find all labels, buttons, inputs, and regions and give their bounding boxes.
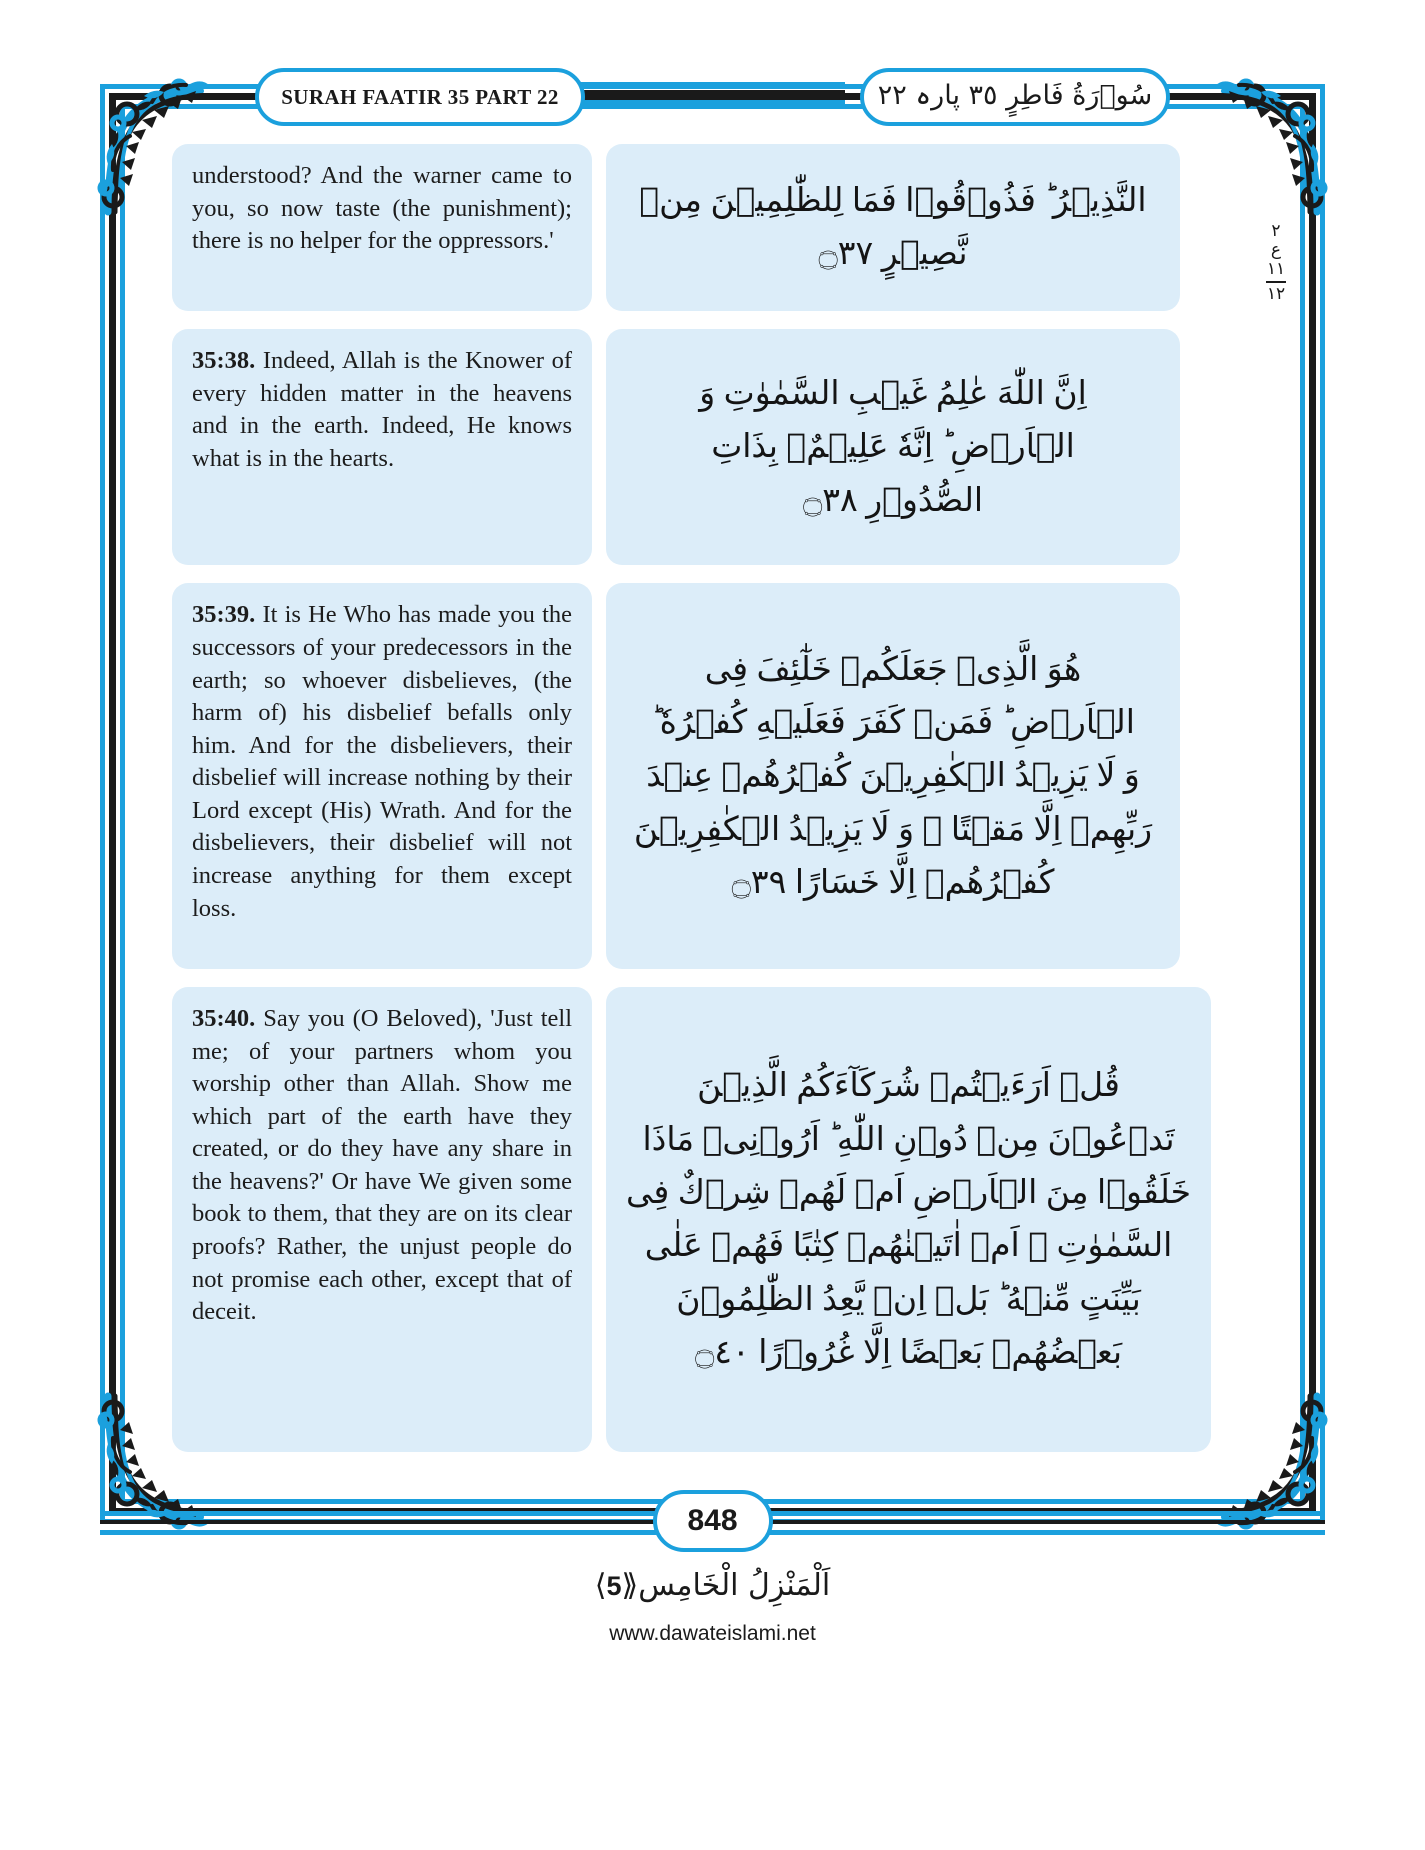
arabic-line: قُلۡ اَرَءَیۡتُمۡ شُرَكَآءَكُمُ الَّذِیۡنَ — [697, 1065, 1120, 1105]
arabic-line: كُفۡرُهُمۡ اِلَّا خَسَارًا ۝٣٩ — [731, 862, 1055, 902]
header-rule-blue-bottom — [580, 100, 845, 105]
ruku-mark-upper-number: ١١ — [1266, 259, 1286, 280]
website-url: www.dawateislami.net — [609, 1622, 816, 1645]
frame-line-left-outer — [100, 84, 105, 1524]
verse-row — [172, 144, 1180, 311]
english-translation-panel — [172, 583, 592, 969]
surah-title-english: SURAH FAATIR 35 PART 22 — [281, 84, 559, 109]
arabic-line: بَعۡضُهُمۡ بَعۡضًا اِلَّا غُرُوۡرًا ۝٤٠ — [694, 1332, 1123, 1372]
verse-number: 35:40. — [192, 1004, 256, 1032]
arabic-line: بَیِّنَتٍ مِّنۡهُ ؕ بَلۡ اِنۡ یَّعِدُ الظّٰلِمُوۡنَ — [676, 1278, 1141, 1318]
surah-title-arabic: سُوۡرَةُ فَاطِرٍ ٣٥ پارہ ٢٢ — [877, 79, 1153, 111]
english-translation-text: understood? And the warner came to you, so now taste (the punishment); there is no helper for the oppressors.' — [192, 162, 572, 255]
manzil-text: اَلْمَنْزِلُ الْخَامِس — [638, 1568, 831, 1603]
ruku-margin-mark — [1261, 222, 1291, 304]
english-translation-panel — [172, 144, 592, 311]
ruku-mark-divider — [1266, 281, 1286, 283]
arabic-line: الۡاَرۡضِ ؕ فَمَنۡ كَفَرَ فَعَلَیۡهِ كُفۡرُهٗ ؕ — [651, 702, 1135, 742]
frame-line-left-mid — [109, 93, 116, 1515]
ruku-mark-top: ٢ — [1271, 221, 1281, 241]
frame-line-left-inner — [120, 104, 125, 1504]
arabic-line: رَبِّهِمۡ اِلَّا مَقۡتًا ۚ وَ لَا یَزِیۡدُ الۡكٰفِرِیۡنَ — [633, 808, 1153, 848]
arabic-verse-panel — [606, 583, 1180, 969]
arabic-line: الصُّدُوۡرِ ۝٣٨ — [802, 479, 984, 519]
arabic-verse-panel — [606, 987, 1211, 1452]
page-footer — [100, 1490, 1325, 1560]
arabic-line: هُوَ الَّذِیۡ جَعَلَكُمۡ خَلٰٓئِفَ فِی — [704, 648, 1082, 688]
english-translation-panel — [172, 329, 592, 565]
frame-line-right-mid — [1309, 93, 1316, 1515]
arabic-verse-panel — [606, 144, 1180, 311]
page-number: 848 — [687, 1504, 738, 1537]
english-translation-text: Indeed, Allah is the Knower of every hidden matter in the heavens and in the earth. Indeed, He knows what is in the hearts. — [192, 346, 573, 472]
arabic-line: خَلَقُوۡا مِنَ الۡاَرۡضِ اَمۡ لَهُمۡ شِرۡكٌ فِی — [626, 1172, 1192, 1212]
verse-row — [172, 583, 1180, 969]
english-translation-text: It is He Who has made you the successors of your predecessors in the earth; so whoever disbelieves, (the harm of) his disbelief befalls only him. And for the disbelievers, their disbelief will increase nothing by their Lord except (His) Wrath. And for the disbelievers, their disbelief will not increase anything for them except loss. — [192, 601, 572, 922]
arabic-line: اِنَّ اللّٰهَ عٰلِمُ غَیۡبِ السَّمٰوٰتِ وَ — [699, 373, 1087, 412]
arabic-line: السَّمٰوٰتِ ۚ اَمۡ اٰتَیۡنٰهُمۡ كِتٰبًا فَهُمۡ عَلٰی — [644, 1225, 1173, 1265]
frame-line-right-inner — [1300, 104, 1305, 1504]
surah-title-capsule-arabic — [860, 68, 1170, 126]
surah-title-capsule — [255, 68, 585, 126]
arabic-line: الۡاَرۡضِ ؕ اِنَّهٗ عَلِیۡمٌۢ بِذَاتِ — [711, 426, 1075, 466]
header-rule-black — [580, 90, 845, 94]
verse-row — [172, 329, 1180, 565]
page-number-capsule — [653, 1490, 773, 1552]
ruku-mark-lower-number: ١٢ — [1266, 284, 1286, 305]
english-translation-panel — [172, 987, 592, 1452]
arabic-line: النَّذِیۡرُ ؕ فَذُوۡقُوۡا فَمَا لِلظّٰلِمِیۡنَ مِنۡ — [639, 180, 1147, 220]
verse-number: 35:39. — [192, 601, 256, 629]
arabic-line: تَدۡعُوۡنَ مِنۡ دُوۡنِ اللّٰهِ ؕ اَرُوۡنِیۡ مَاذَا — [642, 1118, 1175, 1158]
ruku-mark-symbol: ع — [1270, 240, 1282, 261]
verse-number: 35:38. — [192, 346, 256, 374]
arabic-line: وَ لَا یَزِیۡدُ الۡكٰفِرِیۡنَ كُفۡرُهُمۡ عِنۡدَ — [646, 755, 1140, 795]
arabic-line: نَّصِیۡرٍ ۝٣٧ — [818, 233, 968, 273]
manzil-label — [0, 1568, 1425, 1603]
manzil-number: 5 — [606, 1571, 622, 1601]
frame-line-right-outer — [1320, 84, 1325, 1524]
verse-content-area — [172, 144, 1192, 1452]
header-rule-blue-top — [580, 82, 845, 87]
english-translation-text: Say you (O Beloved), 'Just tell me; of your partners whom you worship other than Allah. Show me which part of the earth have they created, or do they have any share in the heavens?' Or have We given some book to them, that they are on its clear proofs? Rather, the unjust people do not promise each other, except that of deceit. — [192, 1004, 572, 1326]
manzil-bracket-open: ⟪ — [621, 1568, 639, 1603]
manzil-bracket-close: ⟩ — [594, 1568, 607, 1603]
arabic-verse-panel — [606, 329, 1180, 565]
verse-row — [172, 987, 1192, 1452]
floral-corner-ornament-icon — [1193, 66, 1343, 216]
